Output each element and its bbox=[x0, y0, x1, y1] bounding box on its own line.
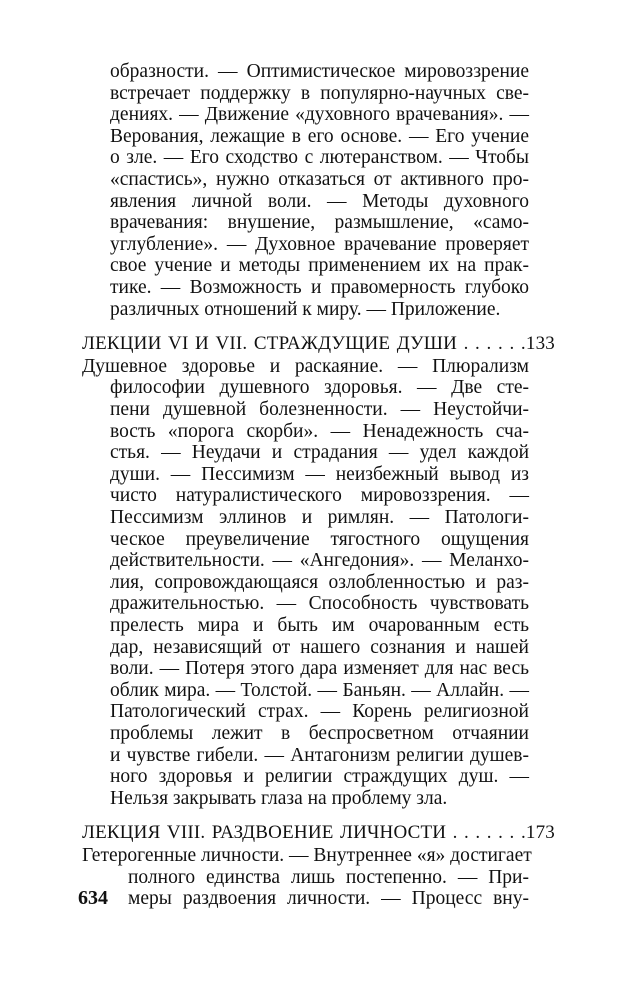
text-line: чисто натуралистического мировоззрения. — bbox=[110, 485, 529, 507]
text-line: прелесть мира и быть им очарованным есть bbox=[110, 615, 529, 636]
page-number: 634 bbox=[78, 887, 108, 910]
text-line: вость «порога скорби». — Ненадежность сча- bbox=[110, 420, 529, 442]
text-line: стья. — Неудачи и страдания — удел каждой bbox=[110, 442, 529, 464]
text-line: встречает поддержку в популярно-научных све- bbox=[110, 82, 529, 104]
text-line: углубление». — Духовное врачевание проверяет bbox=[110, 233, 529, 255]
text-line: философии душевного здоровья. — Две сте- bbox=[110, 377, 529, 399]
text-line: Верования, лежащие в его основе. — Его учение bbox=[110, 125, 529, 147]
text-line: Пессимизм эллинов и римлян. — Патологи- bbox=[110, 507, 529, 528]
text-line: Душевное здоровье и раскаяние. — Плюрализм bbox=[82, 355, 529, 377]
text-line: о зле. — Его сходство с лютеранством. — Чтобы bbox=[110, 147, 529, 169]
text-line: тике. — Возможность и правомерность глубоко bbox=[110, 277, 529, 298]
text-line: «спастись», нужно отказаться от активного про- bbox=[110, 169, 529, 190]
text-line: дар, независящий от нашего сознания и нашей bbox=[110, 636, 529, 658]
text-line: действительности. — «Ангедония». — Меланхо- bbox=[110, 550, 529, 572]
section-heading: ЛЕКЦИИ VI И VII. СТРАЖДУЩИЕ ДУШИ . . . . . .133 bbox=[82, 333, 555, 355]
text-line: дражительностью. — Способность чувствовать bbox=[110, 593, 529, 615]
text-line: Нельзя закрывать глаза на проблему зла. bbox=[110, 787, 448, 809]
text-line: Патологический страх. — Корень религиозной bbox=[110, 701, 529, 723]
text-line: воли. — Потеря этого дара изменяет для нас весь bbox=[110, 658, 529, 680]
text-line: ного здоровья и религии страждущих душ. — bbox=[110, 766, 529, 788]
text-line: полного единства лишь постепенно. — При- bbox=[128, 866, 529, 888]
text-line: лия, сопровождающаяся озлобленностью и раз- bbox=[110, 571, 529, 593]
text-line: свое учение и методы применением их на прак- bbox=[110, 255, 529, 277]
section-heading: ЛЕКЦИЯ VIII. РАЗДВОЕНИЕ ЛИЧНОСТИ . . . . . . .173 bbox=[82, 822, 555, 844]
text-line: врачевания: внушение, размышление, «само- bbox=[110, 212, 529, 234]
text-line: дениях. — Движение «духовного врачевания». — bbox=[110, 104, 529, 126]
text-line: образности. — Оптимистическое мировоззрение bbox=[110, 61, 529, 82]
text-line: души. — Пессимизм — неизбежный вывод из bbox=[110, 463, 529, 485]
text-line: облик мира. — Толстой. — Баньян. — Аллайн. — bbox=[110, 679, 529, 701]
text-line: Гетерогенные личности. — Внутреннее «я» достигает bbox=[82, 845, 532, 866]
text-line: различных отношений к миру. — Приложение. bbox=[110, 298, 501, 320]
text-line: проблемы лежит в беспросветном отчаянии bbox=[110, 723, 529, 744]
text-line: пени душевной болезненности. — Неустойчи- bbox=[110, 399, 529, 420]
text-line: ческое преувеличение тягостного ощущения bbox=[110, 528, 529, 550]
text-line: явления личной воли. — Методы духовного bbox=[110, 190, 529, 212]
text-line: и чувстве гибели. — Антагонизм религии душев- bbox=[110, 744, 529, 766]
text-line: меры раздвоения личности. — Процесс вну- bbox=[128, 888, 529, 910]
